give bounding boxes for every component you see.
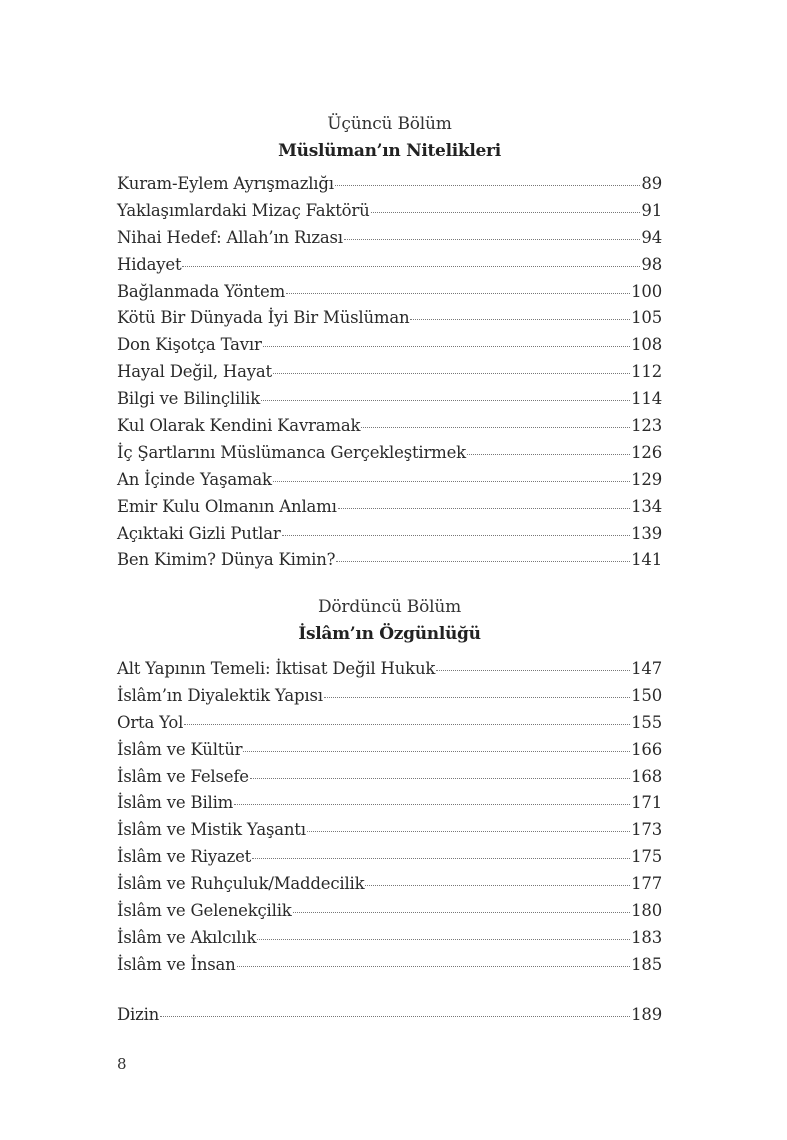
- toc-entry-page: 183: [631, 927, 662, 947]
- toc-entry-page: 141: [631, 550, 662, 570]
- toc-entry-title: İslâm ve Ruhçuluk/Maddecilik: [117, 874, 365, 894]
- toc-entry-page: 134: [631, 496, 662, 516]
- toc-entry-page: 105: [631, 308, 662, 328]
- toc-entry-page: 177: [631, 874, 662, 894]
- toc-entry-page: 150: [631, 685, 662, 705]
- toc-entry-page: 173: [631, 820, 662, 840]
- toc-entry-title: Bilgi ve Bilinçlilik: [117, 389, 261, 409]
- dot-leader: [371, 212, 641, 213]
- dot-leader: [293, 912, 631, 913]
- toc-entry-title: İslâm ve Gelenekçilik: [117, 901, 292, 921]
- toc-entry-page: 126: [631, 442, 662, 462]
- toc-entry-title: Yaklaşımlardaki Mizaç Faktörü: [117, 200, 370, 220]
- toc-entry-title: Bağlanmada Yöntem: [117, 281, 286, 301]
- toc-entry-title: İç Şartlarını Müslümanca Gerçekleştirmek: [117, 442, 466, 462]
- dot-leader: [286, 293, 630, 294]
- toc-entry[interactable]: [117, 225, 662, 252]
- toc-entry-title: Hayal Değil, Hayat: [117, 362, 272, 382]
- toc-entry[interactable]: [117, 440, 662, 467]
- section-4-label: Dördüncü Bölüm: [317, 597, 462, 617]
- toc-entry-title: Kuram-Eylem Ayrışmazlığı: [117, 174, 334, 193]
- page-number: 8: [117, 1055, 127, 1073]
- dot-leader: [250, 778, 630, 779]
- toc-entry-page: 100: [631, 281, 662, 301]
- toc-entry-title: İslâm ve Riyazet: [117, 847, 252, 867]
- section-4-entries: [117, 656, 662, 979]
- toc-entry-page: 147: [631, 659, 662, 678]
- toc-entry[interactable]: [117, 656, 662, 683]
- index-entry-list: [117, 1002, 662, 1029]
- section-3-title: Müslüman’ın Nitelikleri: [278, 141, 501, 161]
- toc-entry-title: Emir Kulu Olmanın Anlamı: [117, 496, 337, 516]
- toc-entry[interactable]: [117, 279, 662, 306]
- dot-leader: [336, 561, 630, 562]
- toc-entry[interactable]: [117, 305, 662, 332]
- toc-entry-page: 185: [631, 954, 662, 974]
- dot-leader: [365, 885, 630, 886]
- dot-leader: [324, 697, 630, 698]
- toc-entry-page: 189: [631, 1005, 662, 1024]
- dot-leader: [237, 966, 630, 967]
- toc-entry[interactable]: [117, 252, 662, 279]
- toc-entry[interactable]: [117, 764, 662, 791]
- toc-entry[interactable]: [117, 359, 662, 386]
- toc-entry[interactable]: [117, 198, 662, 225]
- dot-leader: [467, 454, 630, 455]
- toc-entry-page: 168: [631, 766, 662, 786]
- toc-entry-title: Alt Yapının Temeli: İktisat Değil Hukuk: [117, 659, 436, 678]
- dot-leader: [243, 751, 630, 752]
- toc-entry-page: 123: [631, 416, 662, 436]
- toc-entry-title: İslâm ve İnsan: [117, 954, 236, 974]
- toc-entry-title: Kul Olarak Kendini Kavramak: [117, 416, 361, 436]
- dot-leader: [361, 427, 630, 428]
- toc-entry-title: Nihai Hedef: Allah’ın Rızası: [117, 227, 343, 247]
- toc-entry-page: 108: [631, 335, 662, 355]
- toc-entry-page: 171: [631, 793, 662, 813]
- toc-entry[interactable]: [117, 547, 662, 574]
- toc-entry-page: 89: [641, 174, 662, 193]
- toc-entry[interactable]: [117, 171, 662, 198]
- dot-leader: [182, 266, 640, 267]
- dot-leader: [344, 239, 641, 240]
- toc-entry-title: İslâm ve Akılcılık: [117, 927, 257, 947]
- toc-entry[interactable]: [117, 898, 662, 925]
- toc-entry-page: 180: [631, 901, 662, 921]
- toc-entry[interactable]: [117, 521, 662, 548]
- section-4-title: İslâm’ın Özgünlüğü: [298, 624, 481, 644]
- dot-leader: [410, 319, 630, 320]
- dot-leader: [282, 535, 631, 536]
- toc-entry[interactable]: [117, 710, 662, 737]
- toc-entry-title: İslâm ve Kültür: [117, 739, 243, 759]
- toc-entry[interactable]: [117, 683, 662, 710]
- toc-entry-page: 175: [631, 847, 662, 867]
- toc-entry-title: Don Kişotça Tavır: [117, 335, 262, 355]
- dot-leader: [273, 481, 630, 482]
- dot-leader: [338, 508, 630, 509]
- toc-entry-title: An İçinde Yaşamak: [117, 469, 272, 489]
- toc-entry[interactable]: [117, 871, 662, 898]
- dot-leader: [252, 858, 630, 859]
- toc-entry[interactable]: [117, 844, 662, 871]
- toc-entry-page: 98: [641, 254, 662, 274]
- toc-entry[interactable]: [117, 413, 662, 440]
- toc-entry-page: 129: [631, 469, 662, 489]
- dot-leader: [234, 804, 630, 805]
- dot-leader: [261, 400, 630, 401]
- dot-leader: [436, 670, 630, 671]
- toc-entry[interactable]: [117, 332, 662, 359]
- toc-entry-title: Orta Yol: [117, 712, 184, 732]
- dot-leader: [160, 1016, 630, 1017]
- toc-entry-page: 112: [631, 362, 662, 382]
- dot-leader: [263, 346, 630, 347]
- toc-entry-title: Açıktaki Gizli Putlar: [117, 523, 281, 543]
- toc-entry-page: 155: [631, 712, 662, 732]
- toc-entry[interactable]: [117, 925, 662, 952]
- toc-entry[interactable]: [117, 952, 662, 979]
- toc-entry-page: 139: [631, 523, 662, 543]
- toc-entry-title: İslâm ve Felsefe: [117, 766, 249, 786]
- toc-entry-page: 94: [641, 227, 662, 247]
- toc-entry[interactable]: [117, 467, 662, 494]
- toc-entry-title: İslâm’ın Diyalektik Yapısı: [117, 685, 323, 705]
- toc-entry-index[interactable]: [117, 1002, 662, 1029]
- toc-entry-title: İslâm ve Bilim: [117, 793, 234, 813]
- toc-entry[interactable]: [117, 817, 662, 844]
- toc-entry[interactable]: [117, 386, 662, 413]
- dot-leader: [335, 185, 641, 186]
- toc-entry[interactable]: [117, 737, 662, 764]
- section-3-entries: [117, 171, 662, 574]
- toc-entry[interactable]: [117, 494, 662, 521]
- dot-leader: [307, 831, 630, 832]
- toc-entry-title: Dizin: [117, 1005, 160, 1024]
- toc-entry[interactable]: [117, 790, 662, 817]
- toc-entry-page: 91: [641, 200, 662, 220]
- dot-leader: [184, 724, 630, 725]
- toc-entry-page: 166: [631, 739, 662, 759]
- dot-leader: [257, 939, 630, 940]
- toc-entry-page: 114: [631, 389, 662, 409]
- dot-leader: [273, 373, 630, 374]
- toc-entry-title: Kötü Bir Dünyada İyi Bir Müslüman: [117, 308, 410, 328]
- section-3-label: Üçüncü Bölüm: [327, 114, 452, 134]
- toc-entry-title: Hidayet: [117, 254, 182, 274]
- toc-entry-title: İslâm ve Mistik Yaşantı: [117, 820, 306, 840]
- toc-entry-title: Ben Kimim? Dünya Kimin?: [117, 550, 336, 570]
